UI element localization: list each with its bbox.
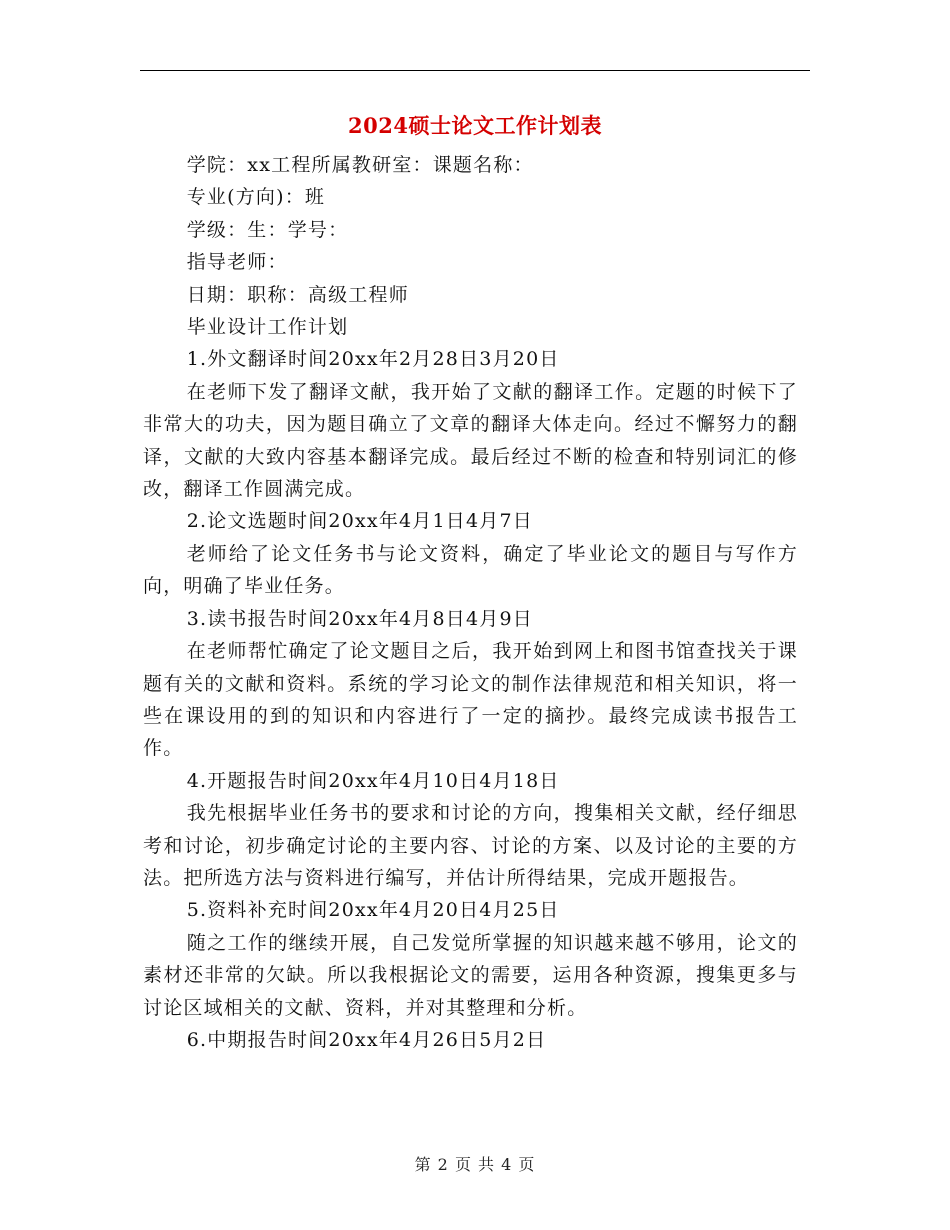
info-line-major: 专业(方向)：班 [186, 186, 326, 209]
document-body [143, 149, 798, 1056]
info-line-advisor: 指导老师： [186, 251, 288, 274]
plan-item-heading: 4.开题报告时间20xx年4月10日4月18日 [186, 769, 560, 792]
document-title: 2024硕士论文工作计划表 [348, 113, 602, 138]
header-rule [140, 70, 810, 71]
plan-item-heading: 2.论文选题时间20xx年4月1日4月7日 [186, 510, 533, 533]
plan-item-heading: 3.读书报告时间20xx年4月8日4月9日 [186, 607, 533, 630]
plan-item-text: 我先根据毕业任务书的要求和讨论的方向，搜集相关文献，经仔细思考和讨论，初步确定讨论的主要内容、讨论的方案、以及讨论的主要的方法。把所选方法与资料进行编写，并估计所得结果，完成开题报告。 [143, 802, 798, 889]
info-line-college: 学院：xx工程所属教研室：课题名称： [186, 154, 534, 176]
plan-item-text: 老师给了论文任务书与论文资料，确定了毕业论文的题目与写作方向，明确了毕业任务。 [143, 542, 798, 598]
plan-item-heading: 6.中期报告时间20xx年4月26日5月2日 [186, 1028, 547, 1051]
plan-item-text: 随之工作的继续开展，自己发觉所掌握的知识越来越不够用，论文的素材还非常的欠缺。所以我根据论文的需要，运用各种资源，搜集更多与讨论区域相关的文献、资料，并对其整理和分析。 [143, 931, 798, 1019]
section-heading: 毕业设计工作计划 [186, 316, 349, 339]
plan-item-heading: 5.资料补充时间20xx年4月20日4月25日 [186, 899, 560, 922]
plan-item-heading: 1.外文翻译时间20xx年2月28日3月20日 [186, 348, 560, 371]
page-number: 第 2 页 共 4 页 [414, 1155, 536, 1174]
plan-item-text: 在老师帮忙确定了论文题目之后，我开始到网上和图书馆查找关于课题有关的文献和资料。系统的学习论文的制作法律规范和相关知识，将一些在课设用的到的知识和内容进行了一定的摘抄。最终完成读书报告工作。 [143, 640, 798, 760]
info-line-grade: 学级：生：学号： [186, 218, 349, 241]
plan-item-text: 在老师下发了翻译文献，我开始了文献的翻译工作。定题的时候下了非常大的功夫，因为题目确立了文章的翻译大体走向。经过不懈努力的翻译，文献的大致内容基本翻译完成。最后经过不断的检查和特别词汇的修改，翻译工作圆满完成。 [143, 380, 798, 501]
info-line-date: 日期：职称：高级工程师 [186, 283, 409, 306]
